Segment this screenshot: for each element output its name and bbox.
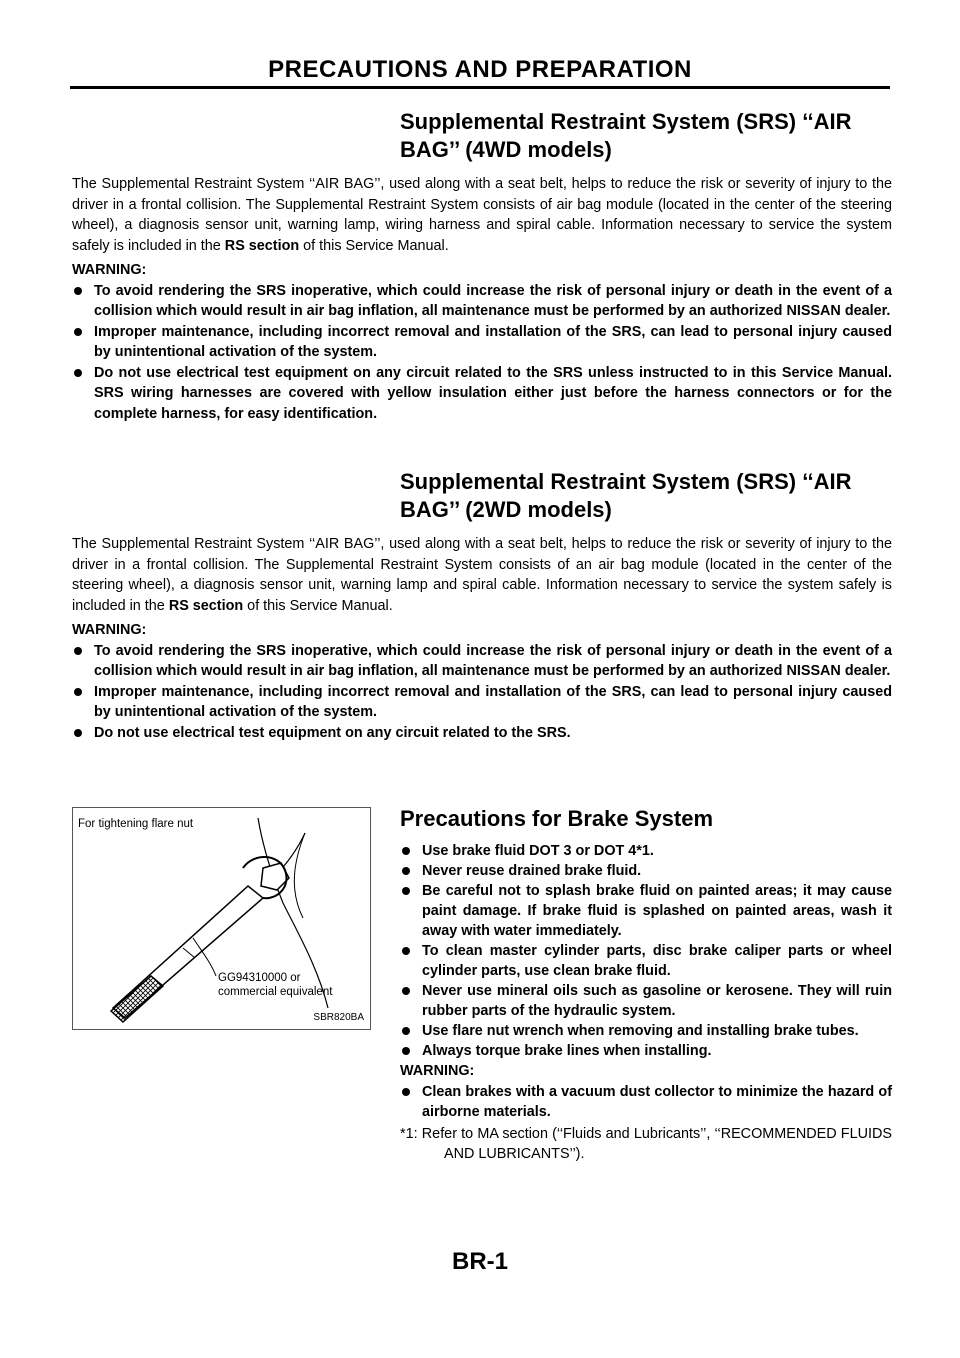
bullet-icon <box>74 287 82 295</box>
bullet-icon <box>402 887 410 895</box>
footnote: *1: Refer to MA section (‘‘Fluids and Lubricants’’, ‘‘RECOMMENDED FLUIDS AND LUBRICANTS’’). <box>400 1125 892 1162</box>
bullet-icon <box>402 867 410 875</box>
list-item <box>72 723 892 744</box>
warning-label: WARNING: <box>400 1063 475 1079</box>
list-item <box>72 682 892 723</box>
bullet-icon <box>74 369 82 377</box>
list-item <box>400 861 892 881</box>
section-srs-2wd <box>72 468 892 743</box>
list-item-text: To avoid rendering the SRS inoperative, which could increase the risk of personal injury or death in the event of a collision which would result in air bag inflation, all maintenance must be performed by an authorized NISSAN dealer. <box>94 642 892 679</box>
list-item-text: Improper maintenance, including incorrect removal and installation of the SRS, can lead to personal injury caused by unintentional activation of the system. <box>94 323 892 360</box>
figure-callout <box>218 971 332 999</box>
list-item-text: Clean brakes with a vacuum dust collector to minimize the hazard of airborne materials. <box>422 1083 892 1120</box>
section-paragraph <box>72 174 892 256</box>
list-item-text: Never use mineral oils such as gasoline or kerosene. They will ruin rubber parts of the hydraulic system. <box>422 983 892 1019</box>
paragraph-text-a: The Supplemental Restraint System ‘‘AIR BAG’’, used along with a seat belt, helps to reduce the risk or severity of injury to the driver in a frontal collision. The Supplemental Restraint System consists of air bag module (located in the center of the steering wheel), a diagnosis sensor unit, warning lamp, wiring harness and spiral cable. Information necessary to service the system safely is included in the <box>72 176 892 254</box>
bullet-icon <box>74 328 82 336</box>
bullet-icon <box>402 1027 410 1035</box>
list-item-text: Do not use electrical test equipment on any circuit related to the SRS. <box>94 724 571 741</box>
section-brake-precautions <box>400 805 892 1164</box>
list-item <box>72 322 892 363</box>
list-item-text: Do not use electrical test equipment on any circuit related to the SRS unless instructed to in this Service Manual. SRS wiring harnesses are covered with yellow insulation either just before the harness connectors or for the complete harness, for easy identification. <box>94 364 892 422</box>
list-item <box>400 941 892 981</box>
figure-title: For tightening flare nut <box>78 818 194 830</box>
bullet-icon <box>74 688 82 696</box>
section-title-srs-4wd: Supplemental Restraint System (SRS) ‘‘AIR BAG’’ (4WD models) <box>400 109 852 162</box>
warning-list <box>72 281 892 425</box>
section-paragraph <box>72 534 892 616</box>
warning-list <box>72 641 892 744</box>
list-item <box>400 881 892 941</box>
paragraph-bold-ref: RS section <box>224 237 300 254</box>
bullet-icon <box>402 987 410 995</box>
list-item-text: Never reuse drained brake fluid. <box>422 863 642 879</box>
brake-list <box>400 841 892 1061</box>
section-title-srs-2wd: Supplemental Restraint System (SRS) ‘‘AIR BAG’’ (2WD models) <box>400 469 852 522</box>
bullet-icon <box>402 1088 410 1096</box>
list-item <box>400 1021 892 1041</box>
warning-label: WARNING: <box>72 622 147 638</box>
brake-warning-list <box>400 1082 892 1122</box>
bullet-icon <box>402 847 410 855</box>
section-title-brake: Precautions for Brake System <box>400 806 714 831</box>
bullet-icon <box>74 647 82 655</box>
list-item-text: Improper maintenance, including incorrect removal and installation of the SRS, can lead to personal injury caused by unintentional activation of the system. <box>94 683 892 720</box>
flare-nut-wrench-figure <box>72 807 371 1030</box>
list-item-text: Use flare nut wrench when removing and installing brake tubes. <box>422 1023 859 1039</box>
list-item-text: Use brake fluid DOT 3 or DOT 4*1. <box>422 843 654 859</box>
list-item-text: Always torque brake lines when installing. <box>422 1043 712 1059</box>
callout-line-2: commercial equivalent <box>218 986 333 998</box>
list-item <box>400 981 892 1021</box>
list-item <box>72 641 892 682</box>
section-srs-4wd <box>72 108 892 424</box>
page-header: PRECAUTIONS AND PREPARATION <box>268 56 692 83</box>
list-item <box>400 1082 892 1122</box>
paragraph-text-b: of this Service Manual. <box>299 237 449 254</box>
callout-line-1: GG94310000 or <box>218 972 301 984</box>
header-rule <box>70 86 890 89</box>
paragraph-bold-ref: RS section <box>168 597 244 614</box>
bullet-icon <box>74 729 82 737</box>
list-item-text: To clean master cylinder parts, disc brake caliper parts or wheel cylinder parts, use clean brake fluid. <box>422 943 892 979</box>
list-item-text: Be careful not to splash brake fluid on painted areas; it may cause paint damage. If brake fluid is splashed on painted areas, wash it away with water immediately. <box>422 883 892 939</box>
list-item-text: To avoid rendering the SRS inoperative, which could increase the risk of personal injury or death in the event of a collision which would result in air bag inflation, all maintenance must be performed by an authorized NISSAN dealer. <box>94 282 892 319</box>
bullet-icon <box>402 947 410 955</box>
list-item <box>72 281 892 322</box>
paragraph-text-a: The Supplemental Restraint System ‘‘AIR BAG’’, used along with a seat belt, helps to reduce the risk or severity of injury to the driver in a frontal collision. The Supplemental Restraint System consists of an air bag module (located in the center of the steering wheel), a diagnosis sensor unit, warning lamp and spiral cable. Information necessary to service the system safely is included in the <box>72 536 892 614</box>
list-item <box>400 1041 892 1061</box>
paragraph-text-b: of this Service Manual. <box>243 597 393 614</box>
list-item <box>400 841 892 861</box>
list-item <box>72 363 892 425</box>
warning-label: WARNING: <box>72 262 147 278</box>
page-number: BR-1 <box>451 1248 508 1275</box>
bullet-icon <box>402 1047 410 1055</box>
figure-code: SBR820BA <box>313 1012 364 1023</box>
